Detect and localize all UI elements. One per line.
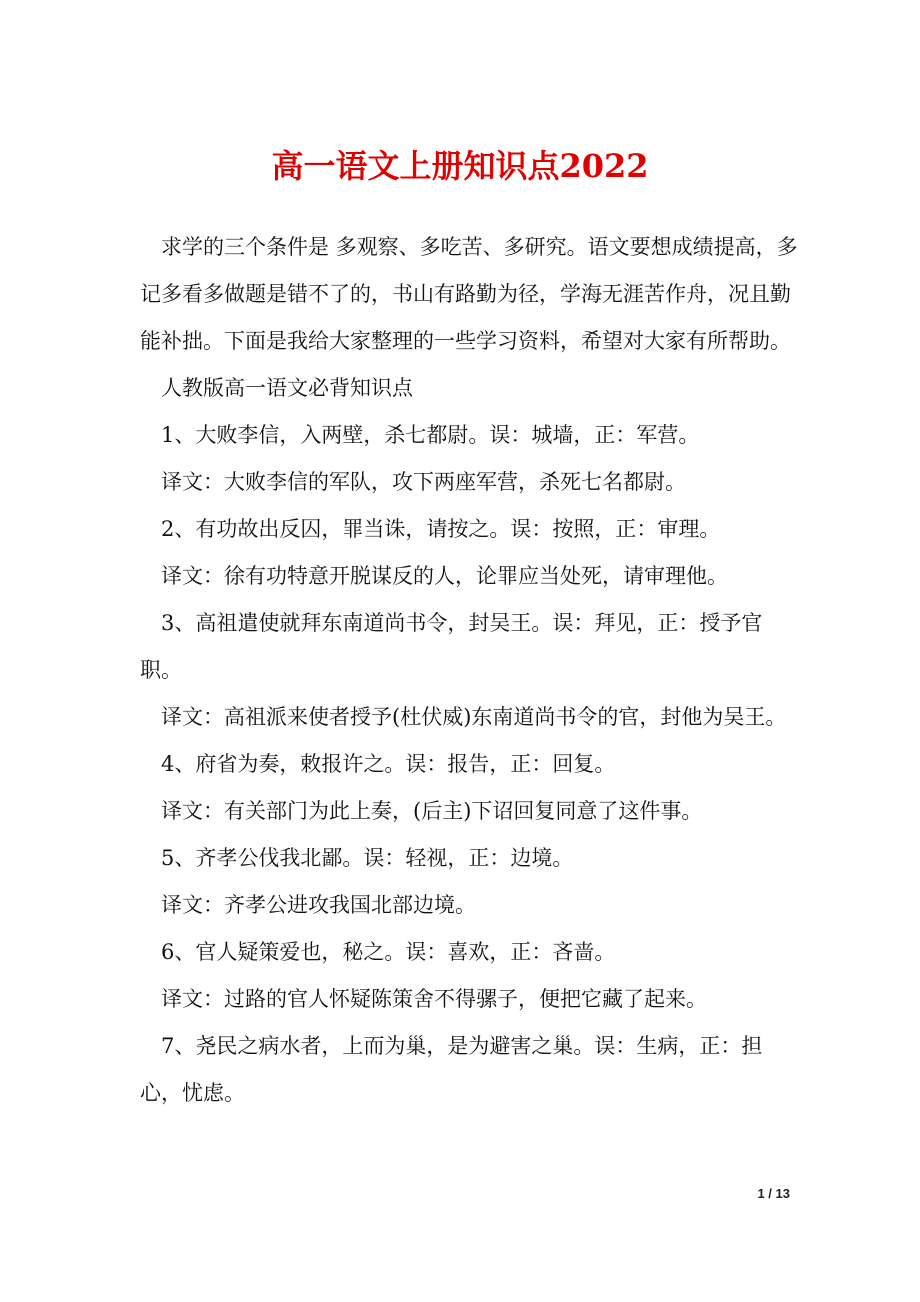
paragraph-item-2: 2、有功故出反囚，罪当诛，请按之。误：按照，正：审理。	[161, 517, 721, 541]
paragraph-item-5: 5、齐孝公伐我北鄙。误：轻视，正：边境。	[161, 846, 574, 870]
paragraph-translation-4: 译文：有关部门为此上奏，(后主)下诏回复同意了这件事。	[161, 799, 703, 823]
paragraph-intro: 求学的三个条件是 多观察、多吃苦、多研究。语文要想成绩提高，多记多看多做题是错不了的，书山有路勤为径，学海无涯苦作舟，况且勤能补拙。下面是我给大家整理的一些学习资料，希望对大家有所帮助。	[140, 235, 798, 353]
paragraph-translation-5: 译文：齐孝公进攻我国北部边境。	[161, 893, 476, 917]
document-title: 高一语文上册知识点2022	[271, 147, 649, 185]
paragraph-section-heading: 人教版高一语文必背知识点	[161, 376, 413, 400]
paragraph-translation-3: 译文：高祖派来使者授予(杜伏威)东南道尚书令的官，封他为吴王。	[161, 705, 787, 729]
paragraph-item-6: 6、官人疑策爱也，秘之。误：喜欢，正：吝啬。	[161, 940, 616, 964]
paragraph-translation-2: 译文：徐有功特意开脱谋反的人，论罪应当处死，请审理他。	[161, 564, 728, 588]
paragraph-translation-6: 译文：过路的官人怀疑陈策舍不得骡子，便把它藏了起来。	[161, 987, 707, 1011]
document-body	[140, 224, 800, 1117]
page-number: 1 / 13	[757, 1186, 790, 1201]
paragraph-translation-1: 译文：大败李信的军队，攻下两座军营，杀死七名都尉。	[161, 470, 686, 494]
paragraph-item-3: 3、高祖遣使就拜东南道尚书令，封吴王。误：拜见，正：授予官职。	[140, 611, 763, 682]
paragraph-item-4: 4、府省为奏，敕报许之。误：报告，正：回复。	[161, 752, 616, 776]
paragraph-item-1: 1、大败李信，入两壁，杀七都尉。误：城墙，正：军营。	[161, 423, 700, 447]
paragraph-item-7: 7、尧民之病水者，上而为巢，是为避害之巢。误：生病，正：担心，忧虑。	[140, 1034, 763, 1105]
